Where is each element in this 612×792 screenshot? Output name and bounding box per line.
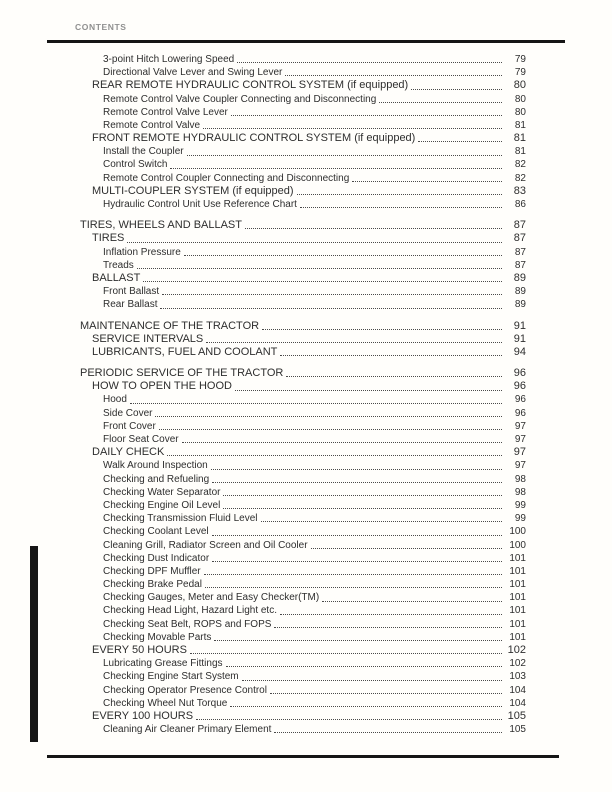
toc-entry-page-number: 97	[514, 420, 526, 432]
dot-leader	[237, 62, 502, 63]
toc-entry	[80, 552, 526, 565]
toc-entry	[80, 285, 526, 298]
toc-entry-page-number: 105	[507, 709, 526, 722]
dot-leader	[212, 535, 502, 536]
toc-entry	[80, 486, 526, 499]
dot-leader	[226, 666, 502, 667]
toc-entry	[80, 591, 526, 604]
toc-entry-page-number: 79	[514, 67, 526, 79]
dot-leader	[162, 294, 502, 295]
toc-entry-page-number: 96	[513, 367, 526, 380]
toc-entry-title: Front Cover	[103, 420, 156, 432]
toc-entry	[80, 697, 526, 710]
dot-leader	[190, 653, 502, 654]
toc-entry	[80, 145, 526, 158]
toc-entry-title: Lubricating Grease Fittings	[103, 658, 223, 670]
dot-leader	[187, 155, 502, 156]
dot-leader	[242, 680, 502, 681]
toc-entry	[80, 79, 526, 92]
toc-entry	[80, 272, 526, 285]
dot-leader	[418, 141, 502, 142]
toc-entry-title: Hood	[103, 394, 127, 406]
dot-leader	[212, 561, 502, 562]
toc-entry-title: REAR REMOTE HYDRAULIC CONTROL SYSTEM (if equipped)	[92, 79, 409, 92]
toc-entry-title: Checking Movable Parts	[103, 631, 212, 643]
table-of-contents	[80, 53, 526, 736]
toc-entry	[80, 723, 526, 736]
toc-entry	[80, 93, 526, 106]
dot-leader	[155, 416, 502, 417]
toc-entry-title: Floor Seat Cover	[103, 434, 179, 446]
toc-entry-title: SERVICE INTERVALS	[92, 332, 204, 345]
toc-entry-title: Checking DPF Muffler	[103, 565, 201, 577]
toc-entry-title: MULTI-COUPLER SYSTEM (if equipped)	[92, 184, 294, 197]
toc-entry	[80, 539, 526, 552]
dot-leader	[211, 469, 502, 470]
toc-entry-title: Cleaning Grill, Radiator Screen and Oil Cooler	[103, 539, 308, 551]
toc-entry-title: Checking Transmission Fluid Level	[103, 513, 258, 525]
toc-entry	[80, 407, 526, 420]
toc-entry	[80, 346, 526, 359]
toc-entry-page-number: 82	[514, 159, 526, 171]
toc-entry-page-number: 101	[509, 618, 526, 630]
toc-entry-page-number: 83	[513, 184, 526, 197]
dot-leader	[411, 89, 502, 90]
dot-leader	[205, 587, 502, 588]
toc-entry-title: FRONT REMOTE HYDRAULIC CONTROL SYSTEM (if equipped)	[92, 132, 416, 145]
toc-entry-page-number: 96	[514, 394, 526, 406]
toc-entry-page-number: 104	[509, 684, 526, 696]
toc-entry-page-number: 87	[514, 259, 526, 271]
toc-entry-title: Directional Valve Lever and Swing Lever	[103, 67, 283, 79]
dot-leader	[167, 455, 502, 456]
bottom-rule	[47, 755, 559, 758]
toc-entry	[80, 459, 526, 472]
toc-entry-page-number: 101	[509, 592, 526, 604]
toc-entry	[80, 367, 526, 380]
toc-entry-title: Checking Operator Presence Control	[103, 684, 267, 696]
toc-entry-title: Control Switch	[103, 159, 168, 171]
dot-leader	[203, 128, 502, 129]
toc-entry	[80, 631, 526, 644]
toc-entry-page-number: 98	[514, 486, 526, 498]
toc-entry	[80, 446, 526, 459]
dot-leader	[160, 308, 502, 309]
toc-entry	[80, 710, 526, 723]
toc-entry-page-number: 81	[513, 132, 526, 145]
toc-entry-page-number: 101	[509, 605, 526, 617]
toc-entry	[80, 578, 526, 591]
toc-entry-title: Checking Gauges, Meter and Easy Checker(TM)	[103, 592, 320, 604]
toc-entry	[80, 198, 526, 211]
toc-entry-page-number: 89	[514, 286, 526, 298]
toc-entry	[80, 246, 526, 259]
dot-leader	[223, 508, 502, 509]
dot-leader	[196, 719, 502, 720]
toc-entry-page-number: 100	[509, 526, 526, 538]
dot-leader	[137, 268, 502, 269]
toc-entry-title: TIRES, WHEELS AND BALLAST	[80, 219, 242, 232]
toc-entry-title: BALLAST	[92, 271, 141, 284]
dot-leader	[130, 403, 502, 404]
dot-leader	[230, 706, 502, 707]
toc-entry-title: Rear Ballast	[103, 299, 158, 311]
toc-entry-title: Front Ballast	[103, 286, 160, 298]
dot-leader	[300, 207, 502, 208]
toc-entry	[80, 420, 526, 433]
dot-leader	[245, 228, 502, 229]
toc-entry	[80, 618, 526, 631]
dot-leader	[261, 521, 502, 522]
toc-entry-title: Treads	[103, 259, 134, 271]
toc-entry	[80, 644, 526, 657]
toc-entry-title: Checking Engine Start System	[103, 671, 239, 683]
dot-leader	[280, 355, 502, 356]
toc-entry-page-number: 91	[513, 332, 526, 345]
dot-leader	[206, 342, 502, 343]
page-header-label: CONTENTS	[75, 22, 127, 32]
toc-entry-page-number: 96	[514, 407, 526, 419]
toc-entry	[80, 132, 526, 145]
toc-entry-title: Checking Dust Indicator	[103, 552, 210, 564]
toc-entry-title: Checking and Refueling	[103, 473, 210, 485]
toc-entry-page-number: 102	[507, 644, 526, 657]
dot-leader	[127, 242, 502, 243]
toc-entry	[80, 172, 526, 185]
toc-entry-page-number: 82	[514, 172, 526, 184]
toc-entry	[80, 394, 526, 407]
toc-entry-page-number: 97	[514, 460, 526, 472]
toc-entry	[80, 670, 526, 683]
top-rule	[47, 40, 565, 43]
toc-entry-title: Checking Engine Oil Level	[103, 499, 221, 511]
toc-entry	[80, 499, 526, 512]
dot-leader	[297, 194, 502, 195]
toc-entry-page-number: 94	[513, 345, 526, 358]
dot-leader	[274, 627, 502, 628]
toc-entry-title: Checking Wheel Nut Torque	[103, 697, 228, 709]
toc-entry-title: Remote Control Valve Coupler Connecting and Disconnecting	[103, 93, 377, 105]
dot-leader	[184, 255, 502, 256]
toc-entry	[80, 684, 526, 697]
toc-entry-title: Side Cover	[103, 407, 153, 419]
dot-leader	[159, 429, 502, 430]
toc-entry-title: Hydraulic Control Unit Use Reference Chart	[103, 199, 297, 211]
toc-entry-page-number: 101	[509, 631, 526, 643]
toc-entry-page-number: 97	[513, 446, 526, 459]
toc-entry-title: EVERY 100 HOURS	[92, 709, 194, 722]
toc-entry-title: Cleaning Air Cleaner Primary Element	[103, 724, 272, 736]
dot-leader	[285, 75, 502, 76]
toc-entry	[80, 380, 526, 393]
dot-leader	[235, 390, 502, 391]
toc-entry	[80, 259, 526, 272]
toc-entry-title: HOW TO OPEN THE HOOD	[92, 380, 232, 393]
toc-entry-title: Inflation Pressure	[103, 246, 181, 258]
toc-entry-title: Remote Control Valve Lever	[103, 106, 228, 118]
toc-entry	[80, 512, 526, 525]
dot-leader	[170, 168, 502, 169]
toc-entry	[80, 185, 526, 198]
dot-leader	[270, 693, 502, 694]
toc-entry	[80, 66, 526, 79]
dot-leader	[262, 329, 502, 330]
toc-entry	[80, 433, 526, 446]
dot-leader	[212, 482, 502, 483]
toc-entry-page-number: 91	[513, 319, 526, 332]
toc-entry	[80, 565, 526, 578]
toc-entry-title: Install the Coupler	[103, 146, 184, 158]
toc-entry	[80, 525, 526, 538]
toc-entry-page-number: 81	[514, 119, 526, 131]
toc-entry	[80, 298, 526, 311]
toc-entry	[80, 320, 526, 333]
toc-entry-page-number: 100	[509, 539, 526, 551]
dot-leader	[231, 115, 502, 116]
toc-entry	[80, 106, 526, 119]
dot-leader	[311, 548, 502, 549]
toc-entry-page-number: 101	[509, 579, 526, 591]
toc-entry	[80, 119, 526, 132]
toc-entry-title: LUBRICANTS, FUEL AND COOLANT	[92, 345, 278, 358]
toc-entry-page-number: 81	[514, 146, 526, 158]
toc-entry-title: 3-point Hitch Lowering Speed	[103, 53, 235, 65]
toc-entry-page-number: 80	[514, 93, 526, 105]
toc-entry-page-number: 105	[509, 724, 526, 736]
toc-entry-page-number: 87	[513, 219, 526, 232]
toc-entry-page-number: 96	[513, 380, 526, 393]
toc-entry	[80, 333, 526, 346]
toc-entry-page-number: 98	[514, 473, 526, 485]
toc-entry-title: MAINTENANCE OF THE TRACTOR	[80, 319, 260, 332]
toc-entry-page-number: 99	[514, 499, 526, 511]
toc-entry-page-number: 103	[509, 671, 526, 683]
toc-entry	[80, 159, 526, 172]
toc-entry-title: Checking Water Separator	[103, 486, 221, 498]
toc-entry	[80, 473, 526, 486]
toc-entry-page-number: 89	[513, 271, 526, 284]
toc-entry-title: Remote Control Valve	[103, 119, 201, 131]
toc-entry	[80, 605, 526, 618]
dot-leader	[223, 495, 502, 496]
toc-entry-title: Walk Around Inspection	[103, 460, 208, 472]
toc-entry-page-number: 99	[514, 513, 526, 525]
toc-entry-page-number: 104	[509, 697, 526, 709]
toc-entry-page-number: 86	[514, 199, 526, 211]
dot-leader	[274, 732, 502, 733]
toc-entry-title: TIRES	[92, 232, 125, 245]
dot-leader	[352, 181, 502, 182]
toc-entry-page-number: 101	[509, 565, 526, 577]
toc-entry-title: Checking Seat Belt, ROPS and FOPS	[103, 618, 272, 630]
toc-entry-page-number: 97	[514, 434, 526, 446]
dot-leader	[379, 102, 502, 103]
dot-leader	[182, 442, 502, 443]
toc-entry-page-number: 80	[514, 106, 526, 118]
toc-entry-page-number: 79	[514, 53, 526, 65]
toc-entry-title: Checking Head Light, Hazard Light etc.	[103, 605, 277, 617]
toc-entry-page-number: 87	[513, 232, 526, 245]
dot-leader	[280, 614, 502, 615]
toc-entry-title: Checking Coolant Level	[103, 526, 209, 538]
section-edge-tab-marker	[30, 546, 38, 742]
toc-entry-title: PERIODIC SERVICE OF THE TRACTOR	[80, 367, 284, 380]
toc-entry	[80, 53, 526, 66]
toc-entry-title: Checking Brake Pedal	[103, 579, 202, 591]
dot-leader	[286, 376, 502, 377]
toc-entry-title: EVERY 50 HOURS	[92, 644, 187, 657]
dot-leader	[143, 281, 502, 282]
toc-entry-title: DAILY CHECK	[92, 446, 165, 459]
toc-entry-page-number: 89	[514, 299, 526, 311]
toc-entry	[80, 657, 526, 670]
toc-entry-page-number: 101	[509, 552, 526, 564]
toc-entry-page-number: 80	[513, 79, 526, 92]
toc-entry-title: Remote Control Coupler Connecting and Disconnecting	[103, 172, 350, 184]
toc-entry	[80, 219, 526, 232]
dot-leader	[204, 574, 502, 575]
toc-entry-page-number: 102	[509, 658, 526, 670]
toc-entry-page-number: 87	[514, 246, 526, 258]
toc-entry	[80, 232, 526, 245]
dot-leader	[322, 601, 502, 602]
dot-leader	[214, 640, 502, 641]
